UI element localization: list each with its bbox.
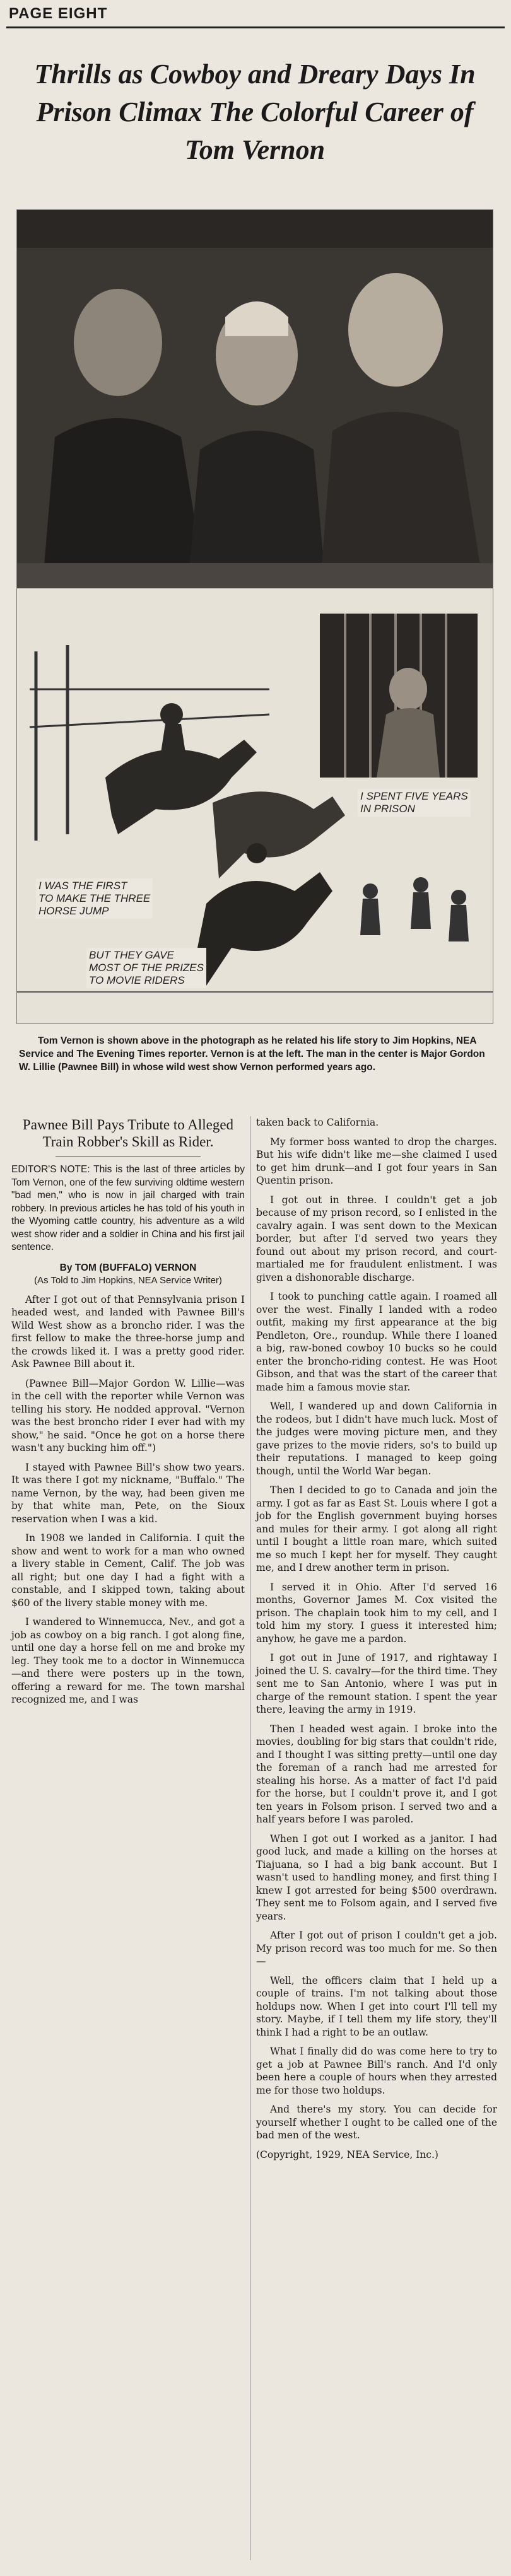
article-headline: Thrills as Cowboy and Dreary Days In Prison Climax The Colorful Career of Tom Vernon xyxy=(34,59,476,165)
copyright-line: (Copyright, 1929, NEA Service, Inc.) xyxy=(256,2148,438,2160)
body-paragraph: (Pawnee Bill—Major Gordon W. Lillie—was in the cell with the reporter while Vernon was telling his story. He nodded approval. "Vernon was the best broncho rider I ever had with my show," he said. "Once he got on a horse there wasn't any bucking him off.") xyxy=(11,1377,245,1454)
body-paragraph: In 1908 we landed in California. I quit the show and went to work for a man who owned a livery stable in Cement, Calif. The job was all right; but one day I had a fight with a constable, and I skipped town, taking about $60 of the livery stable money with me. xyxy=(11,1532,245,1609)
body-paragraph: taken back to California. xyxy=(256,1117,379,1128)
header-rule xyxy=(6,26,505,28)
body-paragraph: I got out in three. I couldn't get a job because of my prison record, so I enlisted in the cavalry again. I was sent down to the Mexican border, but after I'd served two years they found out about my prison record, and court-martialed me for fraudulent enlistment. I was given a dishonorable discharge. xyxy=(256,1194,497,1283)
page-folio: PAGE EIGHT xyxy=(9,5,108,22)
photo-and-cartoon xyxy=(16,209,493,1024)
article-subhead: Pawnee Bill Pays Tribute to Alleged Train Robber's Skill as Rider. xyxy=(22,1117,234,1150)
body-paragraph: Then I decided to go to Canada and join the army. I got as far as East St. Louis where I got a job for the English government buying horses and mules for their army. I got along all right until I bought a little roan mare, which suited me so much I kept her for myself. They caught me, and I drew another term in prison. xyxy=(256,1484,497,1573)
body-paragraph: I stayed with Pawnee Bill's show two years. It was there I got my nickname, "Buffalo." The name Vernon, by the way, had been given me by that white man, Pete, on the Sioux reservation when I was a kid. xyxy=(11,1461,245,1525)
body-paragraph: When I got out I worked as a janitor. I had good luck, and made a killing on the horses at Tiajuana, so I had a big bank account. But I wasn't used to handling money, and first thing I knew I got arrested for being $500 overdrawn. They sent me to Folsom again, and I served five years. xyxy=(256,1833,497,1922)
body-paragraph: I took to punching cattle again. I roamed all over the west. Finally I landed with a rodeo outfit, making my first appearance at the big Pendleton, Ore., roundup. While there I loaned a big, raw-boned cowboy 10 bucks so he could enter the broncho-riding contest. He was Hoot Gibson, and that was the start of the career that made him a famous movie star. xyxy=(256,1291,497,1393)
body-paragraph: My former boss wanted to drop the charges. But his wife didn't like me—she claimed I used to get him drunk—and I got four years in San Quentin prison. xyxy=(256,1136,497,1186)
body-paragraph: Well, I wandered up and down California in the rodeos, but I didn't have much luck. Most of the judges were moving picture men, and they gave prizes to the movie riders, so's to build up their reputations. I managed to keep going though, until the World War began. xyxy=(256,1401,497,1477)
byline: By TOM (BUFFALO) VERNON xyxy=(59,1262,197,1273)
cartoon-label-prison: I SPENT FIVE YEARS IN PRISON xyxy=(358,789,471,817)
reporter-face xyxy=(348,273,443,387)
photo-caption: Tom Vernon is shown above in the photograph as he related his life story to Jim Hopkins, NEA Service and The Evening Times reporter. Vernon is at the left. The man in the center is Major Gordon W. Lillie (Pawnee Bill) in whose wild west show Vernon performed years ago. xyxy=(19,1035,485,1073)
cartoon-label-first-jump: I WAS THE FIRST TO MAKE THE THREE HORSE JUMP xyxy=(36,878,153,919)
left-column xyxy=(11,1116,245,1713)
vernon-face xyxy=(74,289,162,396)
editors-note: EDITOR'S NOTE: This is the last of three articles by Tom Vernon, one of the few surviving oldtime western "bad men," who is now in jail charged with train robbery. In previous articles he has told of his youth in the Wyoming cattle country, his adventure as a wild west show rider and a soldier in China and his first jail sentence. xyxy=(11,1164,245,1252)
body-paragraph: After I got out of prison I couldn't get a job. My prison record was too much for me. So then— xyxy=(256,1930,497,1967)
body-paragraph: Then I headed west again. I broke into the movies, doubling for big stars that couldn't ride, and I thought I was sitting pretty—until one day the foreman of a ranch had me arrested for stealing his horse. As a matter of fact I'd paid for the horse, but I couldn't prove it, and I got ten years in Folsom prison. I served two and a half years before I was paroled. xyxy=(256,1723,497,1825)
byline-credit: (As Told to Jim Hopkins, NEA Service Writer) xyxy=(34,1274,222,1286)
body-paragraph: And there's my story. You can decide for yourself whether I ought to be called one of the bad men of the west. xyxy=(256,2104,497,2141)
body-paragraph: Well, the officers claim that I held up a couple of trains. I'm not talking about those holdups now. When I get into court I'll tell my story. Maybe, if I tell them my life story, they'll think I had a right to be an outlaw. xyxy=(256,1974,497,2038)
body-paragraph: I wandered to Winnemucca, Nev., and got a job as cowboy on a big ranch. I got along fine, until one day a horse fell on me and broke my leg. They took me to a doctor in Winnemucca—and there were posters up in the town, offering a reward for me. The town marshal recognized me, and I was xyxy=(11,1616,245,1705)
body-paragraph: I got out in June of 1917, and rightaway I joined the U. S. cavalry—for the third time. They sent me to San Antonio, where I was put in charge of the remount station. I spent the year there, leaving the army in 1919. xyxy=(256,1652,497,1715)
cartoon-label-prizes: BUT THEY GAVE MOST OF THE PRIZES TO MOVIE RIDERS xyxy=(86,948,206,988)
body-paragraph: After I got out of that Pennsylvania prison I headed west, and landed with Pawnee Bill's Wild West show as a broncho rider. I was the first fellow to make the three-horse jump and the crowds liked it. I was a pretty good rider. Ask Pawnee Bill about it. xyxy=(11,1293,245,1370)
body-paragraph: What I finally did do was come here to try to get a job at Pawnee Bill's ranch. And I'd only been here a couple of hours when they arrested me for those two holdups. xyxy=(256,2046,497,2096)
right-column xyxy=(256,1116,497,2167)
body-paragraph: I served it in Ohio. After I'd served 16 months, Governor James M. Cox visited the prison. The chaplain took him to my cell, and I told him my story. I guess it interested him; anyhow, he gave me a pardon. xyxy=(256,1581,497,1645)
